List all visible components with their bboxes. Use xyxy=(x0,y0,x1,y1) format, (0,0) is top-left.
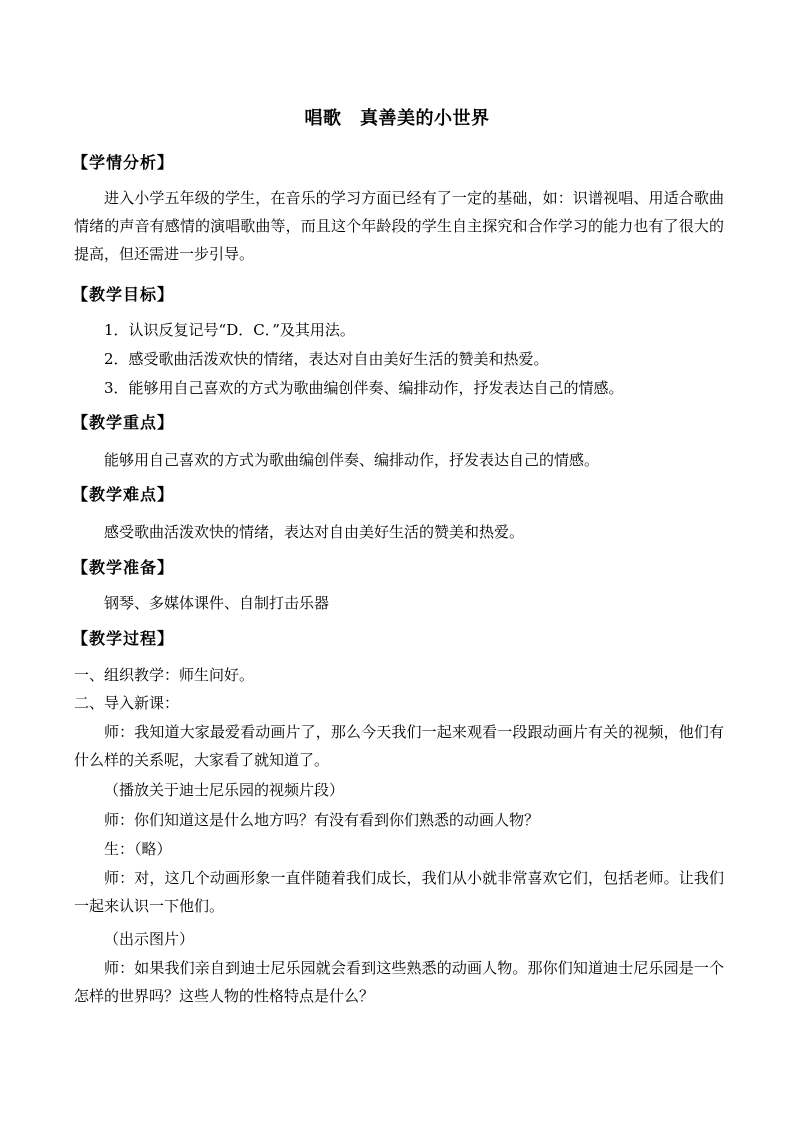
process-paragraph-4: 师：对，这几个动画形象一直伴随着我们成长，我们从小就非常喜欢它们，包括老师。让我们一起来认识一下他们。 xyxy=(74,869,724,915)
heading-process: 【教学过程】 xyxy=(72,629,175,648)
focus-text: 能够用自己喜欢的方式为歌曲编创伴奏、编排动作，抒发表达自己的情感。 xyxy=(104,451,600,469)
process-note-1: （播放关于迪士尼乐园的视频片段） xyxy=(104,781,345,799)
difficulty-text: 感受歌曲活泼欢快的情绪，表达对自由美好生活的赞美和热爱。 xyxy=(104,523,525,541)
process-paragraph-1: 师：我知道大家最爱看动画片了，那么今天我们一起来观看一段跟动画片有关的视频，他们有什么样的关系呢，大家看了就知道了。 xyxy=(74,723,724,769)
goal-item-1: 1．认识反复记号“D．C．”及其用法。 xyxy=(104,321,355,339)
heading-analysis: 【学情分析】 xyxy=(72,153,175,172)
heading-difficulty: 【教学难点】 xyxy=(72,485,175,504)
process-step-2: 二、导入新课： xyxy=(74,694,180,712)
heading-preparation: 【教学准备】 xyxy=(72,558,175,577)
heading-focus: 【教学重点】 xyxy=(72,413,175,432)
process-note-2: （出示图片） xyxy=(104,930,195,948)
process-paragraph-3: 生：（略） xyxy=(104,840,172,858)
process-step-1: 一、组织教学：师生问好。 xyxy=(74,666,255,684)
goal-item-3: 3．能够用自己喜欢的方式为歌曲编创伴奏、编排动作，抒发表达自己的情感。 xyxy=(104,379,624,397)
analysis-paragraph: 进入小学五年级的学生，在音乐的学习方面已经有了一定的基础，如：识谱视唱、用适合歌曲情绪的声音有感情的演唱歌曲等，而且这个年龄段的学生自主探究和合作学习的能力也有了很大的提高，但还需进一步引导。 xyxy=(74,189,724,263)
preparation-text: 钢琴、多媒体课件、自制打击乐器 xyxy=(104,594,330,612)
document-title: 唱歌 真善美的小世界 xyxy=(304,108,490,129)
process-paragraph-2: 师：你们知道这是什么地方吗？有没有看到你们熟悉的动画人物？ xyxy=(104,811,540,829)
process-paragraph-5: 师：如果我们亲自到迪士尼乐园就会看到这些熟悉的动画人物。那你们知道迪士尼乐园是一个怎样的世界吗？这些人物的性格特点是什么？ xyxy=(74,959,724,1005)
goal-item-2: 2．感受歌曲活泼欢快的情绪，表达对自由美好生活的赞美和热爱。 xyxy=(104,350,549,368)
heading-goals: 【教学目标】 xyxy=(72,285,175,304)
